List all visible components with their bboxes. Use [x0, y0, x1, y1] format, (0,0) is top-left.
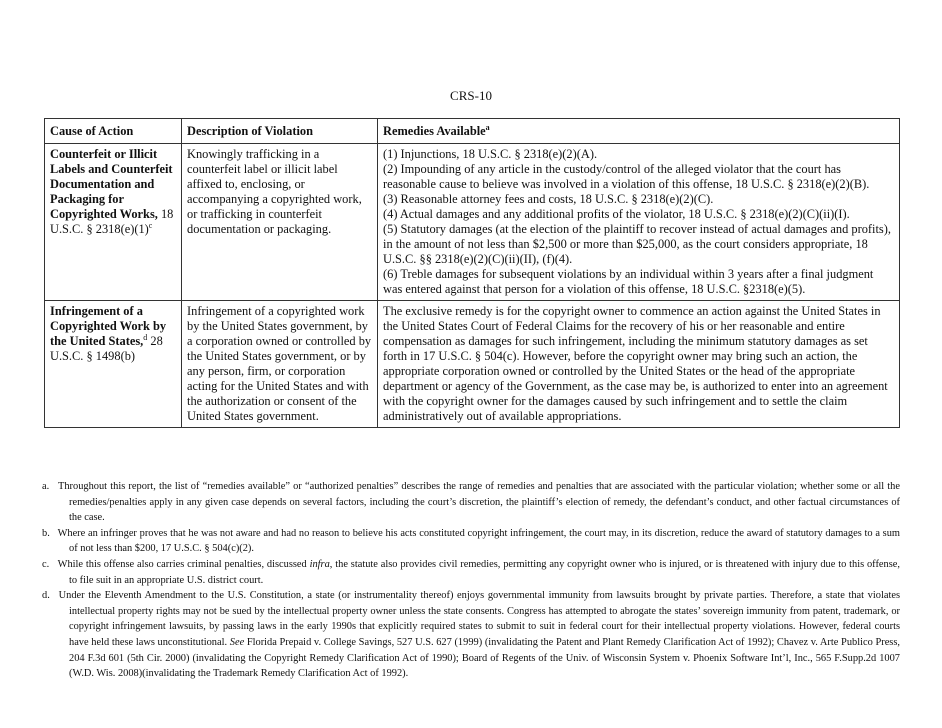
- footnote-ref-d: d: [143, 332, 148, 342]
- cause-title: Infringement of a Copyrighted Work by the United States,: [50, 304, 167, 348]
- column-header-remedies: Remedies Available$^a$: [378, 119, 900, 144]
- column-header-description: Description of Violation: [182, 119, 378, 144]
- remedies-cell: [378, 301, 900, 428]
- cause-citation: 18 U.S.C. § 2318(e)(1): [50, 207, 174, 236]
- description-cell: Knowingly trafficking in a counterfeit label or illicit label affixed to, enclosing, or accompanying a copyrighted work, or trafficking in counterfeit documentation or packaging.: [182, 144, 378, 301]
- remedies-table: [44, 118, 900, 428]
- cause-citation: 28 U.S.C. § 1498(b): [50, 334, 163, 363]
- page-header: CRS-10: [450, 88, 492, 103]
- footnote-d: d. Under the Eleventh Amendment to the U.S. Constitution, a state (or instrumentality thereof) enjoys governmental immunity from lawsuits brought by private parties. Therefore, a state that violates intellectual property rights may not be sued by the intellectual property owner unless the state consents. Congress has attempted to abrogate the states’ sovereign immunity from patent, trademark, or copyright infringement lawsuits, by passing laws in the early 1990s that explicitly required states to submit to suit in federal court for their intellectual property violations. However, federal courts have held these laws unconstitutional. See Florida Prepaid v. College Savings, 527 U.S. 627 (1999) (invalidating the Patent and Plant Remedy Clarification Act of 1992); Chavez v. Arte Publico Press, 204 F.3d 601 (5th Cir. 2000) (invalidating the Copyright Remedy Clarification Act of 1990); Board of Regents of the Univ. of Wisconsin System v. Phoenix Software Int’l, Inc., 565 F.Supp.2d 1007 (W.D. Wis. 2008)(invalidating the Trademark Remedy Clarification Act of 1992).: [42, 590, 900, 680]
- footnotes: [42, 479, 900, 682]
- remedy-item: (4) Actual damages and any additional profits of the violator, 18 U.S.C. § 2318(e)(2)(C)(ii)(I).: [383, 207, 850, 221]
- remedy-item: (5) Statutory damages (at the election of the plaintiff to recover instead of actual damages and profits), in the amount of not less than $2,500 or more than $25,000, as the court considers appropriate, 18 U.S.C. §§ 2318(e)(2)(C)(ii)(II), (f)(4).: [383, 222, 891, 266]
- footnote-ref-a: a: [485, 122, 490, 132]
- remedy-item: (1) Injunctions, 18 U.S.C. § 2318(e)(2)(A).: [383, 147, 598, 161]
- remedy-item: The exclusive remedy is for the copyright owner to commence an action against the United States in the United States Court of Federal Claims for the recovery of his or her reasonable and entire compensation as damages for such infringement, including the minimum statutory damages as set forth in 17 U.S.C. § 504(c). However, before the copyright owner may bring such an action, the appropriate corporation owned or controlled by the United States or the head of the appropriate department or agency of the Government, as the case may be, is authorized to enter into an agreement with the copyright owner for the damages caused by such infringement and to settle the claim administratively out of available appropriations.: [383, 304, 888, 423]
- table-row: [45, 301, 900, 428]
- table-row: [45, 144, 900, 301]
- cause-cell: [45, 301, 182, 428]
- remedies-cell: [378, 144, 900, 301]
- footnote-c: c. While this offense also carries criminal penalties, discussed infra, the statute also provides civil remedies, permitting any copyright owner who is injured, or is threatened with injury due to this offense, to file suit in an appropriate U.S. district court.: [42, 558, 900, 586]
- cause-title: Counterfeit or Illicit Labels and Counterfeit Documentation and Packaging for Copyrighted Works,: [50, 147, 173, 221]
- remedy-item: (2) Impounding of any article in the custody/control of the alleged violator that the court has reasonable cause to believe was involved in a violation of this offense, 18 U.S.C. § 2318(e)(2)(B).: [383, 162, 870, 191]
- cause-cell: [45, 144, 182, 301]
- description-cell: Infringement of a copyrighted work by the United States government, by a corporation owned or controlled by the United States government, or by any person, firm, or corporation acting for the United States and with the authorization or consent of the United States government.: [182, 301, 378, 428]
- table-header-row: [45, 119, 900, 144]
- footnote-ref-c: c: [148, 220, 153, 230]
- remedy-item: (3) Reasonable attorney fees and costs, 18 U.S.C. § 2318(e)(2)(C).: [383, 192, 714, 206]
- footnote-b: b. Where an infringer proves that he was not aware and had no reason to believe his acts constituted copyright infringement, the court may, in its discretion, reduce the award of statutory damages to a sum of not less than $200, 17 U.S.C. § 504(c)(2).: [42, 527, 900, 555]
- column-header-cause: Cause of Action: [45, 119, 182, 144]
- footnote-a: a. Throughout this report, the list of “remedies available” or “authorized penalties” describes the range of remedies and penalties that are associated with the particular violation; whether some or all the remedies/penalties apply in any given case depends on several factors, including the court’s discretion, the plaintiff’s election of remedy, the defendant’s conduct, and other factual circumstances of the case.: [42, 481, 900, 524]
- remedy-item: (6) Treble damages for subsequent violations by an individual within 3 years after a final judgment was entered against that person for a violation of this offense, 18 U.S.C. §2318(e)(5).: [383, 267, 874, 296]
